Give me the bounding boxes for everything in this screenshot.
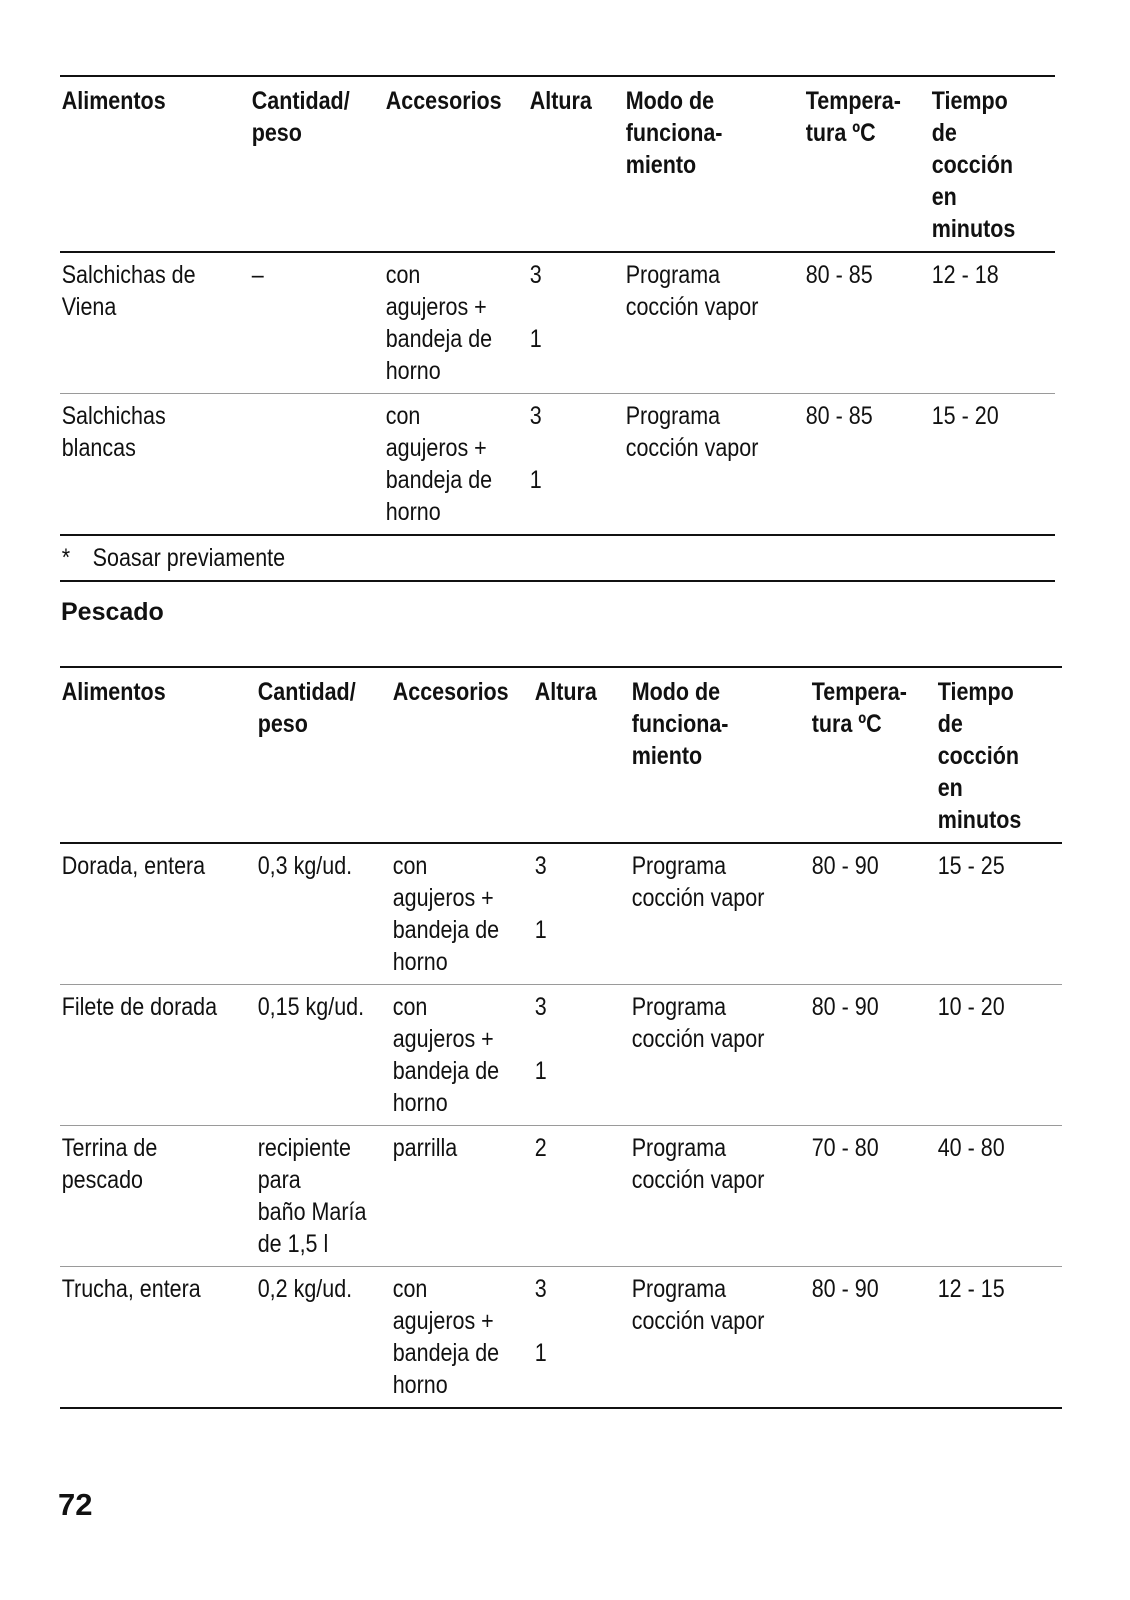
header-mode: Modo de funciona- miento (625, 87, 723, 179)
header-temperature: Tempera- tura ºC (805, 87, 901, 147)
cell-level: 3 1 (534, 993, 547, 1085)
cell-time: 12 - 15 (937, 1275, 1005, 1303)
cell-time: 40 - 80 (937, 1134, 1005, 1162)
footnote (60, 535, 916, 581)
table-header-row (60, 76, 1055, 252)
cell-food: Salchichas de Viena (61, 261, 196, 321)
header-accessories: Accesorios (385, 87, 502, 115)
cell-mode: Programa cocción vapor (625, 261, 759, 321)
table-row (60, 985, 1062, 1126)
cell-level: 2 (534, 1134, 547, 1162)
cell-level: 3 1 (529, 261, 542, 353)
header-level: Altura (534, 678, 597, 706)
cell-temperature: 80 - 90 (811, 852, 879, 880)
cell-food: Dorada, entera (61, 852, 206, 880)
cell-food: Trucha, entera (61, 1275, 201, 1303)
cell-temperature: 80 - 85 (805, 402, 873, 430)
cell-quantity: 0,2 kg/ud. (257, 1275, 353, 1303)
cell-time: 10 - 20 (937, 993, 1005, 1021)
cell-accessories: con agujeros + bandeja de horno (385, 402, 493, 526)
cell-quantity (250, 394, 365, 536)
cell-food: Filete de dorada (61, 993, 218, 1021)
cell-accessories: con agujeros + bandeja de horno (392, 852, 500, 976)
cell-level: 3 1 (534, 852, 547, 944)
header-time: Tiempo de cocción en minutos (931, 87, 1016, 243)
cell-time: 15 - 20 (931, 402, 999, 430)
sausages-cooking-table (60, 75, 1055, 582)
table-row (60, 1267, 1062, 1409)
header-quantity: Cantidad/ peso (251, 87, 350, 147)
table-row (60, 1126, 1062, 1267)
cell-mode: Programa cocción vapor (625, 402, 759, 462)
table-row (60, 394, 1055, 536)
header-level: Altura (529, 87, 592, 115)
cell-food: Salchichas blancas (61, 402, 166, 462)
header-time: Tiempo de cocción en minutos (937, 678, 1022, 834)
cell-level: 3 1 (534, 1275, 547, 1367)
cell-level: 3 1 (529, 402, 542, 494)
cell-accessories: parrilla (392, 1134, 458, 1162)
cell-temperature: 80 - 85 (805, 261, 873, 289)
header-food: Alimentos (61, 678, 166, 706)
cell-mode: Programa cocción vapor (631, 993, 765, 1053)
cell-accessories: con agujeros + bandeja de horno (385, 261, 493, 385)
cell-time: 15 - 25 (937, 852, 1005, 880)
cell-quantity: recipiente para baño María de 1,5 l (257, 1134, 367, 1258)
fish-cooking-table (60, 666, 1062, 1409)
table-footnote-row (60, 535, 1055, 581)
header-food: Alimentos (61, 87, 166, 115)
cell-accessories: con agujeros + bandeja de horno (392, 993, 500, 1117)
table-row (60, 252, 1055, 394)
cell-quantity: 0,15 kg/ud. (257, 993, 365, 1021)
cell-temperature: 70 - 80 (811, 1134, 879, 1162)
table-header-row (60, 667, 1062, 843)
cell-temperature: 80 - 90 (811, 1275, 879, 1303)
footnote-text: Soasar previamente (92, 544, 286, 572)
cell-quantity: 0,3 kg/ud. (257, 852, 353, 880)
header-quantity: Cantidad/ peso (257, 678, 356, 738)
table-row (60, 843, 1062, 985)
section-title: Pescado (61, 598, 164, 626)
cell-accessories: con agujeros + bandeja de horno (392, 1275, 500, 1399)
header-temperature: Tempera- tura ºC (811, 678, 907, 738)
cell-mode: Programa cocción vapor (631, 1134, 765, 1194)
cell-mode: Programa cocción vapor (631, 1275, 765, 1335)
cell-temperature: 80 - 90 (811, 993, 879, 1021)
cell-food: Terrina de pescado (61, 1134, 158, 1194)
cell-time: 12 - 18 (931, 261, 999, 289)
header-accessories: Accesorios (392, 678, 509, 706)
footnote-mark: * (61, 544, 71, 572)
header-mode: Modo de funciona- miento (631, 678, 729, 770)
cell-mode: Programa cocción vapor (631, 852, 765, 912)
page-number: 72 (58, 1487, 93, 1522)
cell-quantity: – (251, 261, 264, 289)
